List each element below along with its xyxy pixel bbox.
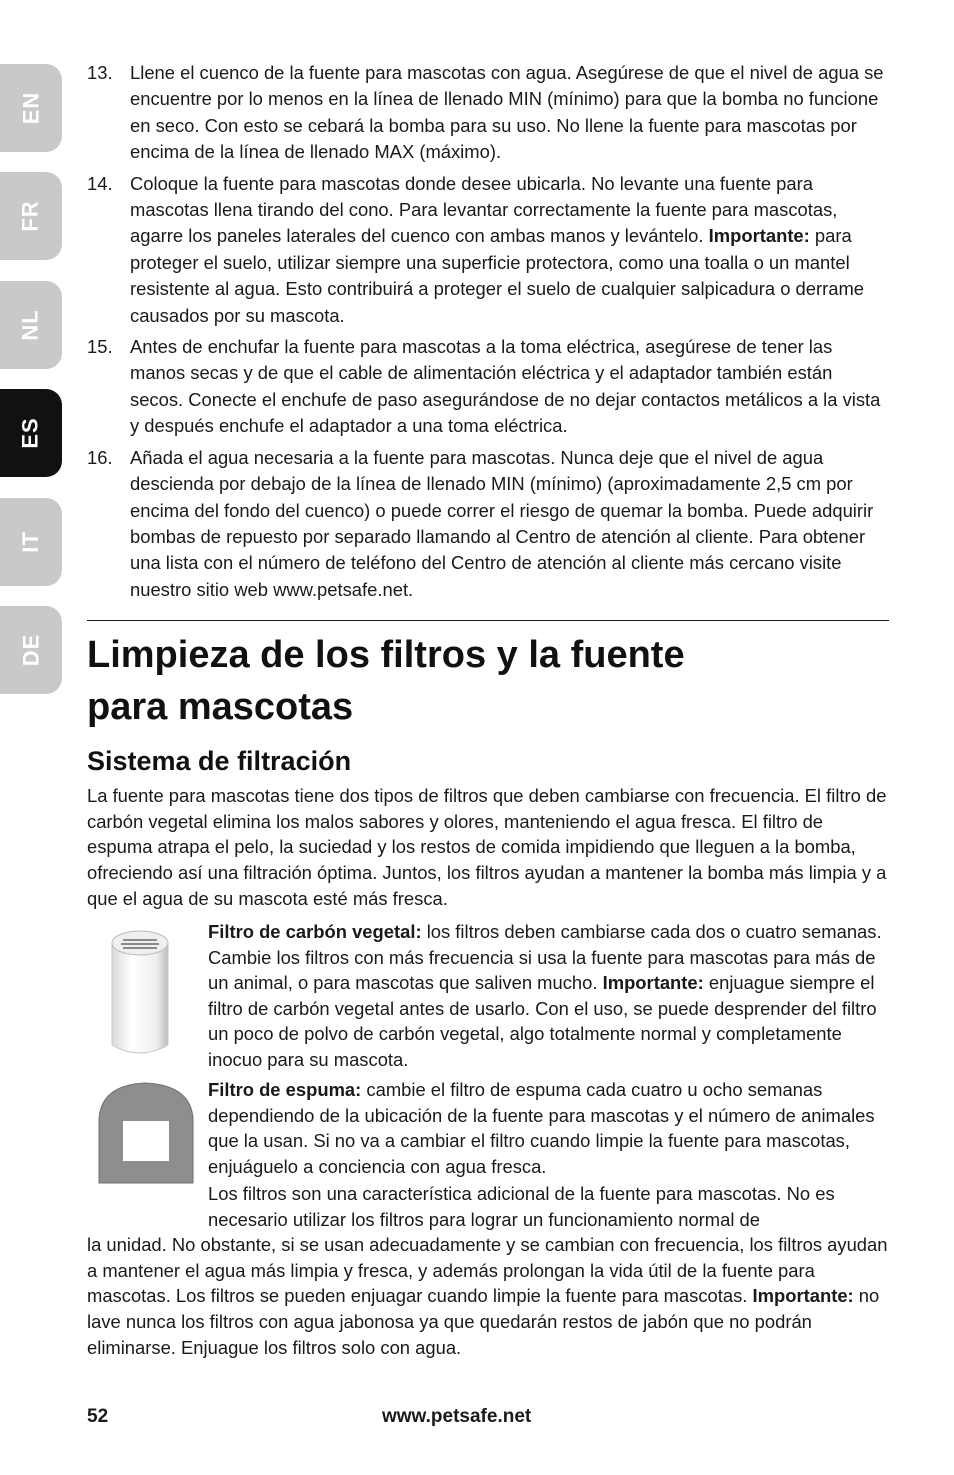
page-number: 52	[87, 1406, 109, 1427]
foam-filter-image	[93, 1079, 199, 1189]
tab-de[interactable]	[0, 606, 62, 694]
step-item	[87, 334, 889, 440]
carbon-filter-image	[109, 927, 171, 1059]
step-number: 13.	[87, 62, 113, 83]
important-label: Importante:	[752, 1285, 854, 1307]
closing-lead: Los filtros son una característica adicional de la fuente para mascotas. No es necesario utilizar los filtros para lograr un funcionamiento normal de	[208, 1183, 835, 1230]
section-title-line1: Limpieza de los filtros y la fuente	[87, 634, 685, 677]
step-text: Añada el agua necesaria a la fuente para mascotas. Nunca deje que el nivel de agua descienda por debajo de la línea de llenado MIN (mínimo) (aproximadamente 2,5 cm por encima del fondo del cuenco) o puede correr el riesgo de quemar la bomba. Puede adquirir bombas de repuesto por separado llamando al Centro de atención al cliente. Para obtener una lista con el número de teléfono del Centro de atención al cliente más cercano visite nuestro sitio web www.petsafe.net.	[130, 446, 874, 600]
tab-en[interactable]	[0, 64, 62, 152]
step-list	[87, 60, 889, 603]
tab-label-it: IT	[18, 531, 43, 553]
step-item	[87, 445, 889, 603]
step-text-continued: para proteger el suelo, utilizar siempre una superficie protectora, como una toalla o un mantel resistente al agua. Esto contribuirá a proteger el suelo de cualquier salpicadura o derrame causados por su mascota.	[130, 225, 865, 326]
tab-it[interactable]	[0, 498, 62, 586]
tab-es[interactable]	[0, 389, 62, 477]
step-text: Coloque la fuente para mascotas donde desee ubicarla. No levante una fuente para mascotas llena tirando del cono. Para levantar correctamente la fuente para mascotas, agarre los paneles laterales del cuenco con ambas manos y levántelo.	[130, 172, 838, 247]
footer-url[interactable]: www.petsafe.net	[382, 1406, 532, 1427]
foam-filter-text	[208, 1077, 889, 1179]
section-divider	[87, 620, 889, 621]
step-number: 16.	[87, 446, 113, 468]
tab-label-en: EN	[18, 91, 43, 125]
subsection-title: Sistema de filtración	[87, 746, 352, 777]
closing-paragraph	[87, 1232, 889, 1360]
intro-paragraph: La fuente para mascotas tiene dos tipos de filtros que deben cambiarse con frecuencia. El filtro de carbón vegetal elimina los malos sabores y olores, manteniendo el agua fresca. El filtro de espuma atrapa el pelo, la suciedad y los restos de comida impidiendo que lleguen a la bomba, ofreciendo así una filtración óptima. Juntos, los filtros ayudan a mantener la bomba más limpia y a que el agua de su mascota esté más fresca.	[87, 785, 887, 909]
carbon-filter-block	[87, 919, 889, 1071]
tab-label-nl: NL	[17, 309, 43, 341]
step-number: 15.	[87, 336, 113, 358]
step-number: 14.	[87, 172, 113, 194]
tab-fr[interactable]	[0, 172, 62, 260]
step-item	[87, 60, 889, 166]
step-item	[87, 171, 889, 329]
closing-note: no lave nunca los filtros con agua jabonosa ya que quedarán restos de jabón que no podrán eliminarse. Enjuague los filtros solo con agua.	[87, 1285, 880, 1358]
carbon-filter-note: enjuague siempre el filtro de carbón vegetal antes de usarlo. Con el uso, se puede desprender del filtro un poco de polvo de carbón vegetal, algo totalmente normal y completamente inocuo para su mascota.	[208, 972, 877, 1071]
foam-filter-desc: cambie el filtro de espuma cada cuatro u ocho semanas dependiendo de la ubicación de la fuente para mascotas y el número de animales que la usan. Si no va a cambiar el filtro cuando limpie la fuente para mascotas, enjuáguelo a conciencia con agua fresca.	[208, 1079, 875, 1177]
step-text: Antes de enchufar la fuente para mascotas a la toma eléctrica, asegúrese de tener las manos secas y de que el cable de alimentación eléctrica y el adaptador también están secos. Conecte el enchufe de paso asegurándose de no dejar contactos metálicos a la vista y después enchufe el adaptador a una toma eléctrica.	[130, 336, 881, 437]
tab-label-es: ES	[17, 417, 43, 449]
section-title	[87, 629, 889, 733]
important-label: Importante:	[708, 225, 810, 247]
step-text: Llene el cuenco de la fuente para mascotas con agua. Asegúrese de que el nivel de agua se encuentre por lo menos en la línea de llenado MIN (mínimo) para que la bomba no funcione en seco. Con esto se cebará la bomba para su uso. No llene la fuente para mascotas por encima de la línea de llenado MAX (máximo).	[130, 62, 884, 163]
foam-filter-label: Filtro de espuma:	[208, 1079, 362, 1101]
tab-label-de: DE	[18, 633, 43, 667]
section-title-line2: para mascotas	[87, 686, 354, 729]
important-label: Importante:	[602, 972, 704, 994]
foam-filter-block	[87, 1077, 889, 1183]
carbon-filter-text	[208, 919, 889, 1073]
page-footer	[87, 1406, 889, 1436]
closing-text: la unidad. No obstante, si se usan adecuadamente y se cambian con frecuencia, los filtros ayudan a mantener el agua más limpia y fresca, y además prolongan la vida útil de la fuente para mascotas. Los filtros se pueden enjuagar cuando limpie la fuente para mascotas.	[87, 1234, 888, 1307]
tab-label-fr: FR	[17, 200, 43, 232]
page-content	[87, 60, 889, 1360]
carbon-filter-desc: los filtros deben cambiarse cada dos o cuatro semanas. Cambie los filtros con más frecuencia si usa la fuente para mascotas para más de un animal, o para mascotas que saliven mucho.	[208, 921, 882, 994]
tab-nl[interactable]	[0, 281, 62, 369]
carbon-filter-label: Filtro de carbón vegetal:	[208, 921, 422, 943]
